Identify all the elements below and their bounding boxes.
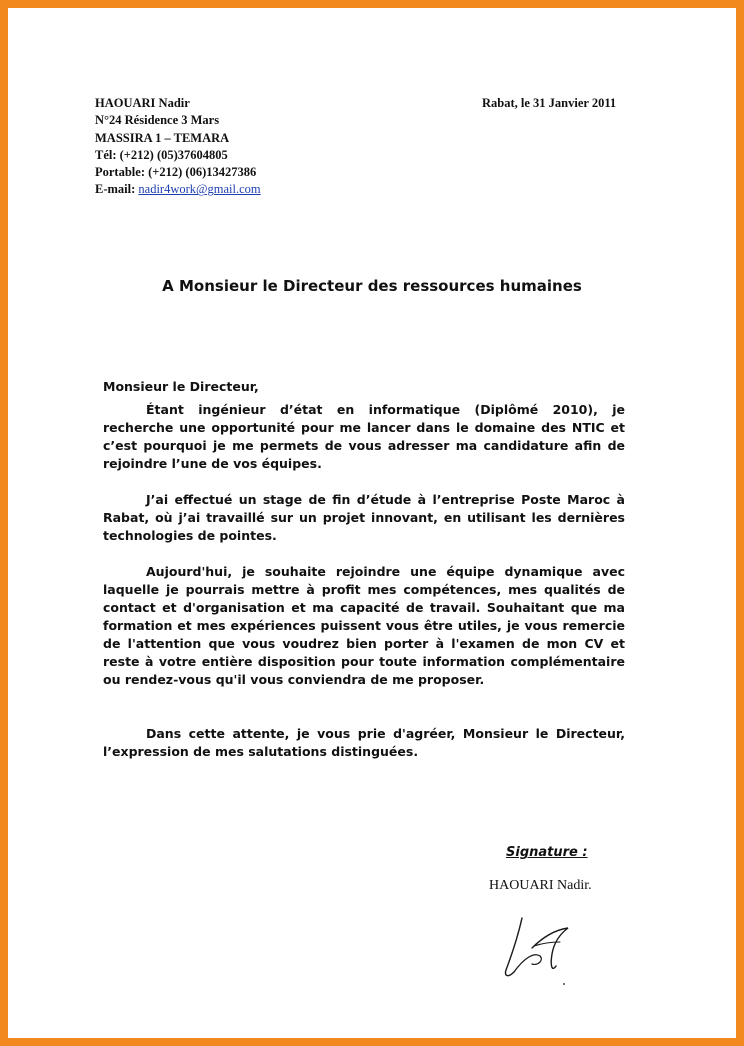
paragraph-2: J’ai effectué un stage de fin d’étude à l’entreprise Poste Maroc à Rabat, où j’ai travaillé sur un projet innovant, en utilisant les dernières technologies de pointes. (103, 492, 625, 543)
sender-mobile: Portable: (+212) (06)13427386 (95, 165, 257, 180)
handwritten-signature (494, 908, 584, 990)
letter-body (103, 378, 625, 761)
sender-block (95, 95, 261, 199)
paragraph-4: Dans cette attente, je vous prie d'agréer, Monsieur le Directeur, l’expression de mes salutations distinguées. (103, 726, 625, 759)
salutation: Monsieur le Directeur, (103, 379, 259, 394)
sender-email-row (95, 181, 261, 198)
sender-address-line1: N°24 Résidence 3 Mars (95, 113, 220, 128)
sender-tel: Tél: (+212) (05)37604805 (95, 147, 228, 162)
paragraph-3: Aujourd'hui, je souhaite rejoindre une équipe dynamique avec laquelle je pourrais mettre à profit mes compétences, mes qualités de contact et d'organisation et ma capacité de travail. Souhaitant que ma formation et mes expériences puissent vous être utiles, je vous remercie de l'attention que vous voudrez bien porter à l'examen de mon CV et reste à votre entière disposition pour toute information complémentaire ou rendez-vous qu'il vous conviendra de me proposer. (103, 564, 625, 687)
signature-name: HAOUARI Nadir. (489, 878, 592, 893)
signature-label: Signature : (506, 845, 588, 860)
email-link[interactable]: nadir4work@gmail.com (138, 182, 261, 197)
recipient-heading: A Monsieur le Directeur des ressources humaines (162, 277, 582, 295)
letter-date: Rabat, le 31 Janvier 2011 (482, 96, 617, 110)
sender-address-line2: MASSIRA 1 – TEMARA (95, 130, 230, 145)
paragraph-1: Étant ingénieur d’état en informatique (Diplômé 2010), je recherche une opportunité pour me lancer dans le domaine des NTIC et c’est pourquoi je me permets de vous adresser ma candidature afin de rejoindre l’une de vos équipes. (103, 402, 625, 471)
sender-name: HAOUARI Nadir (95, 96, 190, 110)
email-label: E-mail: (95, 182, 136, 197)
